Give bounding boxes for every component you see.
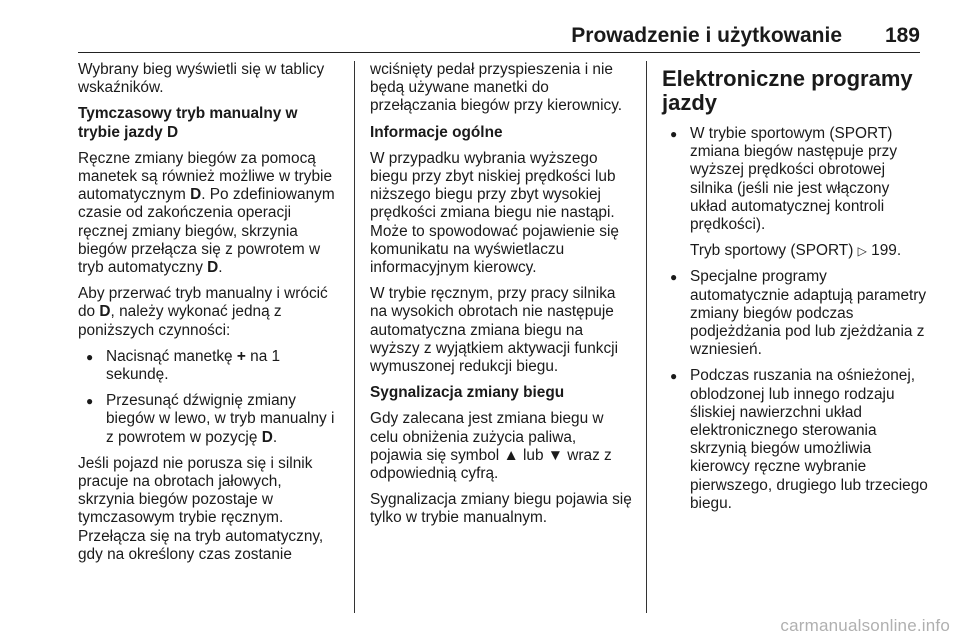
- text: .: [218, 259, 223, 277]
- gear-letter: D: [207, 259, 219, 277]
- watermark: carmanualsonline.info: [780, 616, 950, 635]
- text: . Po zdefiniowanym czasie od zakończenia operacji ręcznej zmiany biegów, skrzynia biegów przełącza się z powrotem w tryb automatyczny: [78, 186, 335, 277]
- bullet-list: [662, 125, 930, 513]
- column-3: [662, 61, 930, 521]
- paragraph: W trybie ręcznym, przy pracy silnika na wysokich obrotach nie następuje automatyczna zmiana biegu na wyższy z wyjątkiem aktywacji funkcji wymuszonej redukcji biegu.: [370, 285, 619, 376]
- column-divider: [354, 61, 355, 613]
- text: ● W trybie sportowym (SPORT) zmiana biegów następuje przy wyższej prędkości obrotowej silnika (jeśli nie jest włączony układ automatycznej kontroli prędkości).: [690, 125, 898, 234]
- paragraph: [78, 285, 340, 340]
- header-title: Prowadzenie i użytkowanie: [571, 24, 842, 47]
- list-item: ● Nacisnąć manetkę + na 1 sekundę.: [78, 348, 340, 384]
- text: , należy wykonać jedną z poniższych czynności:: [78, 303, 282, 339]
- paragraph: Sygnalizacja zmiany biegu pojawia się tylko w trybie manualnym.: [370, 491, 632, 527]
- list-item: ● Przesunąć dźwignię zmiany biegów w lewo, w tryb manualny i z powrotem w pozycję D.: [78, 392, 340, 447]
- gear-letter: D: [261, 428, 273, 446]
- section-heading: Sygnalizacja zmiany biegu: [370, 384, 565, 402]
- list-item: ● Podczas ruszania na ośnieżonej, oblodzonej lub innego rodzaju śliskiej nawierzchni układ elektronicznego sterowania skrzynią biegów umożliwia kierowcy ręczne wybranie pierwszego, drugiego lub trzeciego biegu.: [662, 367, 930, 513]
- intro-paragraph: Wybrany bieg wyświetli się w tablicy wskaźników.: [78, 61, 325, 97]
- page-number: 189: [884, 24, 920, 47]
- section-heading: Tymczasowy tryb manualny w trybie jazdy D: [78, 105, 298, 141]
- paragraph: Jeśli pojazd nie porusza się i silnik pracuje na obrotach jałowych, skrzynia biegów pozostaje w tymczasowym trybie ręcznym. Przełącza się na tryb automatyczny, gdy na określony czas zostanie: [78, 454, 324, 563]
- arrow-down-icon: ▼: [547, 446, 564, 464]
- list-item: [662, 125, 930, 260]
- text: Aby przerwać tryb manualny i wrócić do: [78, 285, 328, 321]
- paragraph: W przypadku wybrania wyższego biegu przy zbyt niskiej prędkości lub niższego biegu przy zbyt wysokiej prędkości zmiana biegu nie nastąpi. Może to spowodować pojawienie się komunikatu na wyświetlaczu informacyjnym kierowcy.: [370, 149, 619, 277]
- list-item: ● Specjalne programy automatycznie adaptują parametry zmiany biegów podczas podjeżdżania pod lub zjeżdżania z wzniesień.: [662, 268, 930, 359]
- column-1: [78, 61, 340, 572]
- plus-symbol: +: [236, 347, 246, 365]
- paragraph: [78, 150, 340, 277]
- cross-reference[interactable]: Tryb sportowy (SPORT) ▷ 199.: [690, 242, 902, 260]
- paragraph: Gdy zalecana jest zmiana biegu w celu obniżenia zużycia paliwa, pojawia się symbol ▲ lub ▼ wraz z odpowiednią cyfrą.: [370, 410, 612, 483]
- gear-letter: D: [190, 186, 202, 204]
- column-2: [370, 61, 632, 536]
- bullet-list: [78, 348, 340, 447]
- section-heading: Informacje ogólne: [370, 123, 503, 141]
- section-title: Elektroniczne programy jazdy: [662, 66, 913, 115]
- arrow-up-icon: ▲: [503, 446, 519, 464]
- page-reference-icon: ▷: [857, 244, 867, 259]
- paragraph: wciśnięty pedał przyspieszenia i nie będą używane manetki do przełączania biegów przy kierownicy.: [370, 61, 623, 115]
- column-divider: [646, 61, 647, 613]
- gear-letter: D: [99, 303, 111, 321]
- page-header: [78, 0, 920, 53]
- text: Ręczne zmiany biegów za pomocą manetek są również możliwe w trybie automatycznym: [78, 149, 333, 204]
